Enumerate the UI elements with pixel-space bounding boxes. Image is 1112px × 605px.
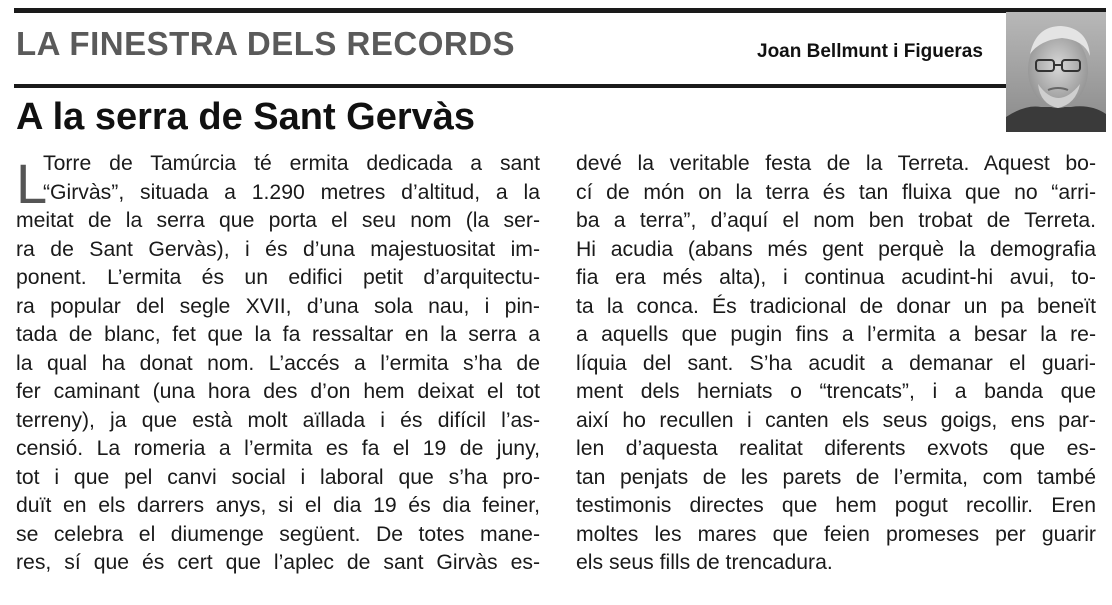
- text-line: terreny), ja que està molt aïllada i és difícil l’as-: [16, 408, 540, 432]
- text-line: ba a terra”, d’aquí el nom ben trobat de Terreta.: [576, 209, 1096, 232]
- text-line: testimonis directes que hem pogut recollir. Eren: [576, 494, 1096, 517]
- text-line: Torre de Tamúrcia té ermita dedicada a sant: [43, 152, 540, 175]
- text-line: devé la veritable festa de la Terreta. Aquest bo-: [576, 152, 1096, 175]
- text-line: ra popular del segle XVII, d’una sola nau, i pin-: [16, 294, 540, 318]
- text-line: duït en els darrers anys, si el dia 19 és dia feiner,: [16, 494, 540, 517]
- text-line: ment dels herniats o “trencats”, i a banda que: [576, 380, 1096, 403]
- text-line: fia era més alta), i continua acudint-hi avui, to-: [576, 266, 1096, 289]
- drop-cap: L: [16, 152, 48, 215]
- text-line: així ho recullen i canten els seus goigs, ens par-: [576, 408, 1096, 432]
- headline: A la serra de Sant Gervàs: [16, 96, 476, 138]
- text-line: cí de món on la terra és tan fluixa que no “arri-: [576, 180, 1096, 204]
- text-line: fer caminant (una hora des d’on hem deixat el tot: [16, 380, 540, 403]
- text-line: líquia del sant. S’ha acudit a demanar el guari-: [576, 351, 1096, 375]
- top-rule: [14, 8, 1106, 13]
- text-line: censió. La romeria a l’ermita es fa el 19 de juny,: [16, 437, 540, 460]
- text-line: “Girvàs”, situada a 1.290 metres d’altitud, a la: [43, 180, 540, 204]
- text-line: tada de blanc, fet que la fa ressaltar en la serra a: [16, 323, 540, 346]
- text-line: res, sí que és cert que l’aplec de sant Girvàs es-: [16, 551, 540, 574]
- article-column-right: [576, 150, 1096, 578]
- header-rule: [14, 84, 1006, 88]
- text-line: els seus fills de trencadura.: [576, 551, 833, 574]
- author-portrait-photo: [1006, 12, 1106, 132]
- text-line: ra de Sant Gervàs), i és d’una majestuositat im-: [16, 237, 540, 261]
- text-line: la qual ha donat nom. L’accés a l’ermita s’ha de: [16, 351, 540, 375]
- text-line: Hi acudia (abans més gent perquè la demografia: [576, 237, 1096, 261]
- text-line: moltes les mares que feien promeses per guarir: [576, 522, 1096, 546]
- text-line: len d’aquesta realitat diferents exvots que es-: [576, 437, 1096, 460]
- text-line: ta la conca. És tradicional de donar un pa beneït: [576, 294, 1096, 318]
- text-line: a aquells que pugin fins a l’ermita a besar la re-: [576, 323, 1096, 346]
- text-line: tan penjats de les parets de l’ermita, com també: [576, 465, 1096, 489]
- section-title: LA FINESTRA DELS RECORDS: [16, 25, 516, 62]
- article-column-left: [16, 150, 540, 578]
- text-line: ponent. L’ermita és un edifici petit d’arquitectu-: [16, 266, 540, 289]
- text-line: meitat de la serra que porta el seu nom (la ser-: [16, 209, 540, 232]
- text-line: se celebra el diumenge següent. De totes mane-: [16, 522, 540, 546]
- text-line: tot i que pel canvi social i laboral que s’ha pro-: [16, 465, 540, 489]
- author-name: Joan Bellmunt i Figueras: [757, 41, 983, 62]
- portrait-illustration: [1006, 12, 1106, 132]
